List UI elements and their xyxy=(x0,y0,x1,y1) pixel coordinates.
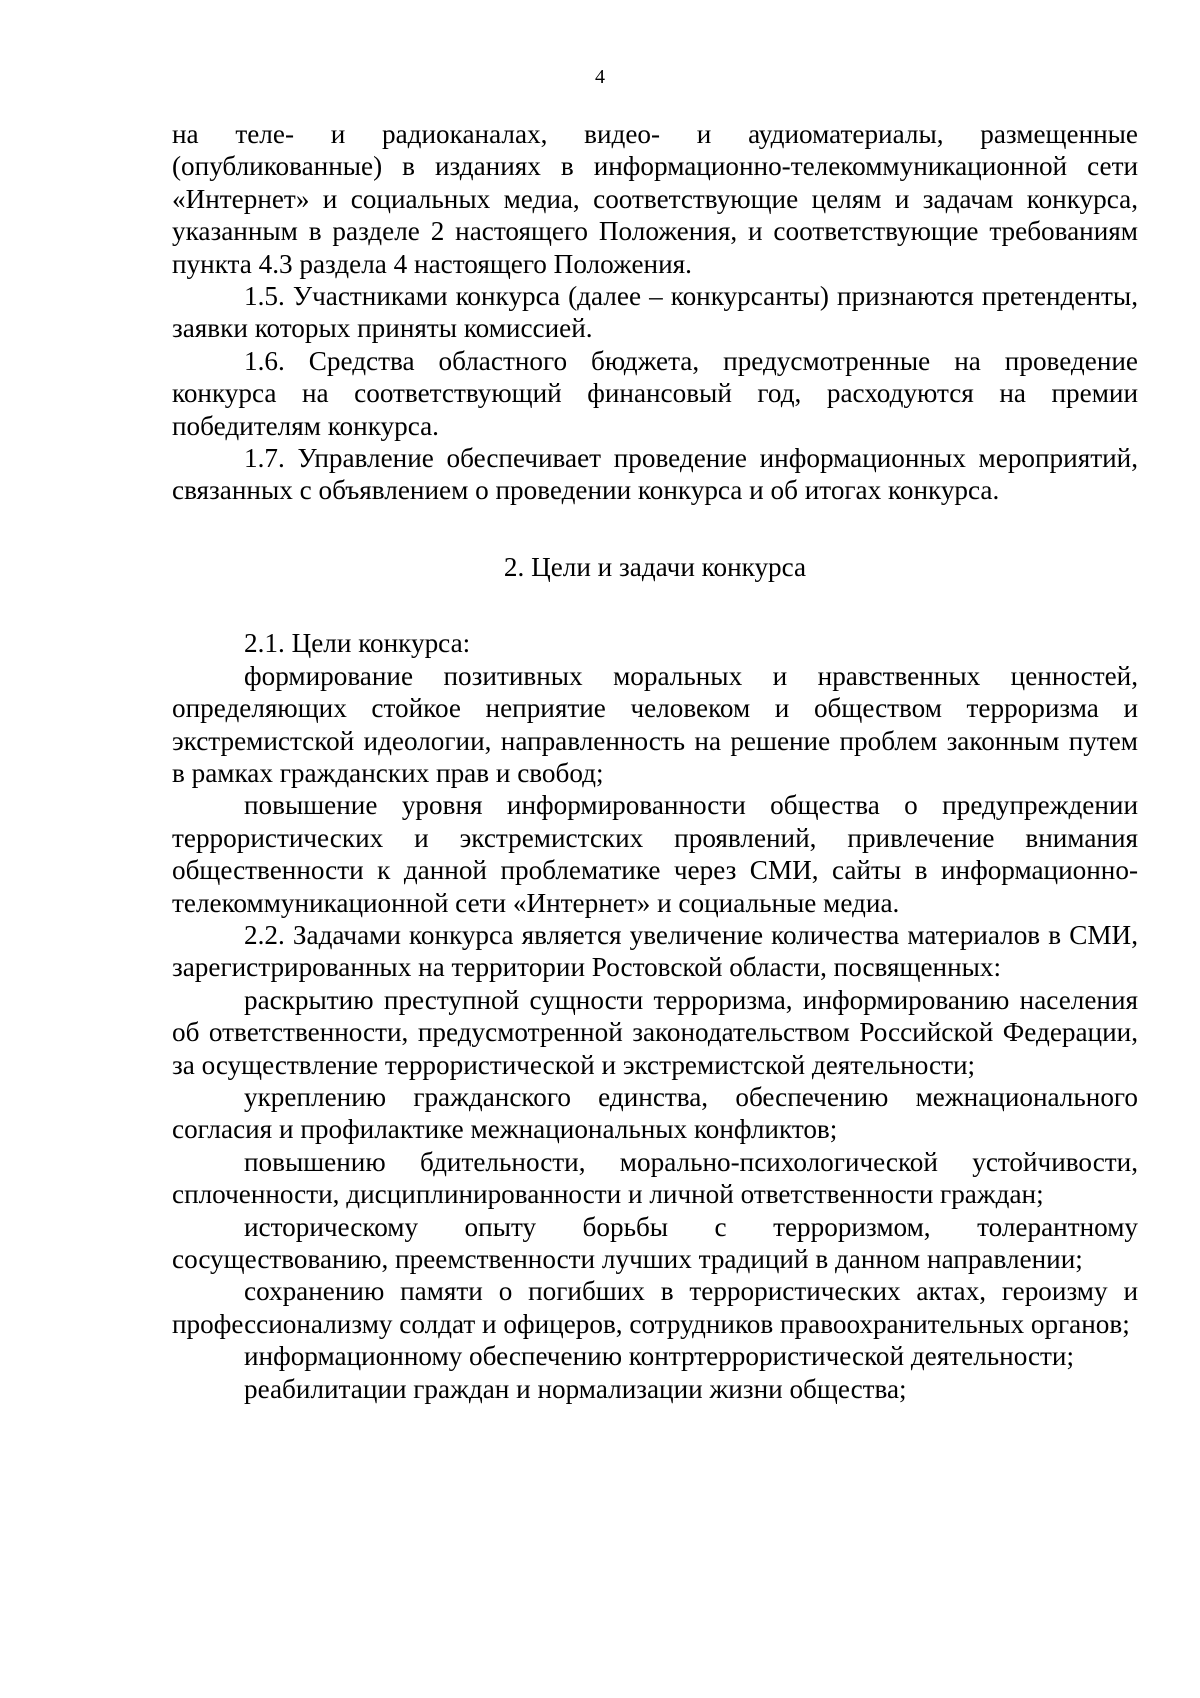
task-item: реабилитации граждан и нормализации жизни общества; xyxy=(244,1373,907,1404)
paragraph-2-1: 2.1. Цели конкурса: xyxy=(244,628,471,659)
task-item: историческому опыту борьбы с терроризмом, толерантному сосуществованию, преемственности лучших традиций в данном направлении; xyxy=(172,1211,1138,1274)
paragraph-2-2: 2.2. Задачами конкурса является увеличение количества материалов в СМИ, зарегистрированных на территории Ростовской области, посвященных: xyxy=(172,919,1138,983)
paragraph-1-7: 1.7. Управление обеспечивает проведение информационных мероприятий, связанных с объявлением о проведении конкурса и об итогах конкурса. xyxy=(172,443,1138,506)
paragraph-continued: на теле- и радиоканалах, видео- и аудиоматериалы, размещенные (опубликованные) в изданиях в информационно-телекоммуникационной сети «Интернет» и социальных медиа, соответствующие целям и задачам конкурса, указанным в разделе 2 настоящего Положения, и соответствующие требованиям пункта 4.3 раздела 4 настоящего Положения. xyxy=(172,119,1138,279)
paragraph-1-6: 1.6. Средства областного бюджета, предусмотренные на проведение конкурса на соответствующий финансовый год, расходуются на премии победителям конкурса. xyxy=(172,345,1138,441)
task-item: информационному обеспечению контртеррористической деятельности; xyxy=(244,1341,1075,1372)
page-number: 4 xyxy=(595,66,605,88)
task-item: повышению бдительности, морально-психологической устойчивости, сплоченности, дисциплинированности и личной ответственности граждан; xyxy=(172,1146,1138,1210)
task-item: раскрытию преступной сущности терроризма, информированию населения об ответственности, предусмотренной законодательством Российской Федерации, за осуществление террористической и экстремистской деятельности; xyxy=(172,984,1138,1080)
goal-item: формирование позитивных моральных и нравственных ценностей, определяющих стойкое неприятие человеком и обществом терроризма и экстремистской идеологии, направленность на решение проблем законным путем в рамках гражданских прав и свобод; xyxy=(172,660,1138,788)
document-body xyxy=(172,118,1138,1405)
section-heading: 2. Цели и задачи конкурса xyxy=(503,551,807,582)
task-item: укреплению гражданского единства, обеспечению межнационального согласия и профилактике межнациональных конфликтов; xyxy=(172,1081,1138,1145)
paragraph-1-5: 1.5. Участниками конкурса (далее – конкурсанты) признаются претенденты, заявки которых приняты комиссией. xyxy=(172,281,1138,344)
goal-item: повышение уровня информированности общества о предупреждении террористических и экстремистских проявлений, привлечение внимания общественности к данной проблематике через СМИ, сайты в информационно-телекоммуникационной сети «Интернет» и социальные медиа. xyxy=(172,790,1138,918)
task-item: сохранению памяти о погибших в террористических актах, героизму и профессионализму солдат и офицеров, сотрудников правоохранительных органов; xyxy=(172,1276,1138,1339)
